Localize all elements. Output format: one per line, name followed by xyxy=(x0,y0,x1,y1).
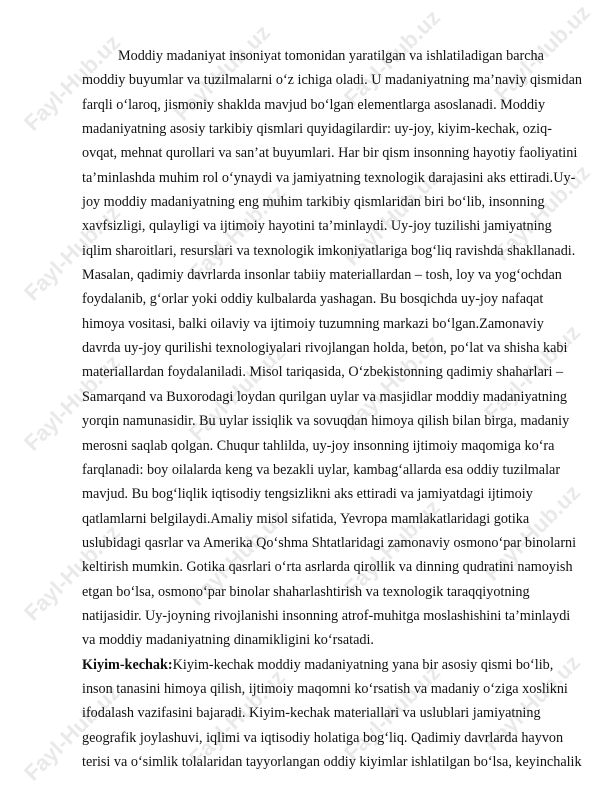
watermark-text: Fayl-Hub.uz xyxy=(184,179,290,286)
text-line: ta’minlashda muhim rol o‘ynaydi va jamiyatning texnologik darajasini aks ettiradi.Uy- xyxy=(82,169,576,186)
text-line: Masalan, qadimiy davrlarda insonlar tabiiy materiallardan – tosh, loy va yog‘ochdan xyxy=(82,267,562,284)
watermark-text: Fayl-Hub.uz xyxy=(184,504,290,611)
text-line: etgan bo‘lsa, osmono‘par binolar shaharlashtirish va texnologik taraqqiyotning xyxy=(82,583,530,600)
watermark-text: Fayl-Hub.uz xyxy=(19,349,125,456)
text-line: qatlamlarni belgilaydi.Amaliy misol sifatida, Yevropa mamlakatlaridagi gotika xyxy=(82,510,530,527)
text-line: terisi va o‘simlik tolalaridan tayyorlangan oddiy kiyimlar ishlatilgan bo‘lsa, keyinchalik xyxy=(82,753,582,770)
text-line: farqlanadi: boy oilalarda keng va bezakli uylar, kambag‘allarda esa oddiy tuzilmalar xyxy=(82,461,561,478)
text-line: foydalanib, g‘orlar yoki oddiy kulbalarda yashagan. Bu bosqichda uy-joy nafaqat xyxy=(82,291,544,308)
watermark-text: Fayl-Hub.uz xyxy=(19,679,125,786)
text-line: mavjud. Bu bog‘liqlik iqtisodiy tengsizlikni aks ettiradi va jamiyatdagi ijtimoiy xyxy=(82,486,533,503)
text-line: materiallardan foydalaniladi. Misol tariqasida, O‘zbekistonning qadimiy shaharlari – xyxy=(82,364,564,381)
watermark-text: Fayl-Hub.uz xyxy=(479,319,585,426)
text-line: ifodalash vazifasini bajaradi. Kiyim-kechak materiallari va uslublari jamiyatning xyxy=(82,705,541,722)
text-line: farqli o‘laroq, jismoniy shaklda mavjud bo‘lgan elementlarga asoslanadi. Moddiy xyxy=(82,96,546,113)
watermark-text: Fayl-Hub.uz xyxy=(339,659,445,766)
text-line: geografik joylashuvi, iqlimi va iqtisodiy holatiga bog‘liq. Qadimiy davrlarda hayvon xyxy=(82,729,564,746)
watermark-text: Fayl-Hub.uz xyxy=(479,479,585,586)
text-line: inson tanasini himoya qilish, ijtimoiy maqomni ko‘rsatish va madaniy o‘ziga xoslikni xyxy=(82,680,568,697)
text-line: va moddiy madaniyatning dinamikligini ko‘rsatadi. xyxy=(82,632,374,649)
watermark-text: Fayl-Hub.uz xyxy=(169,19,275,126)
text-line: merosni saqlab qolgan. Chuqur tahlilda, uy-joy insonning ijtimoiy maqomiga ko‘ra xyxy=(82,437,555,454)
watermark-text: Fayl-Hub.uz xyxy=(184,664,290,771)
text-line: Moddiy madaniyat insoniyat tomonidan yaratilgan va ishlatiladigan barcha xyxy=(118,48,544,64)
term-heading: Kiyim-kechak: xyxy=(82,656,173,673)
watermark-text: Fayl-Hub.uz xyxy=(19,29,125,136)
text-line: yorqin namunasidir. Bu uylar issiqlik va sovuqdan himoya qilish bilan birga, madaniy xyxy=(82,413,570,430)
watermark-text: Fayl-Hub.uz xyxy=(339,494,445,601)
watermark-text: Fayl-Hub.uz xyxy=(339,164,445,271)
watermark-text: Fayl-Hub.uz xyxy=(489,0,595,106)
watermark-text: Fayl-Hub.uz xyxy=(19,519,125,626)
text-line: xavfsizligi, qulayligi va ijtimoiy hayotini ta’minlaydi. Uy-joy tuzilishi jamiyatning xyxy=(82,218,552,235)
watermark-text: Fayl-Hub.uz xyxy=(479,649,585,756)
text-line: iqlim sharoitlari, resurslari va texnologik imkoniyatlariga bog‘liq ravishda shakllanadi. xyxy=(82,242,576,259)
text-line: natijasidir. Uy-joyning rivojlanishi insonning atrof-muhitga moslashishini ta’minlaydi xyxy=(82,607,571,624)
text-line: moddiy buyumlar va tuzilmalarni o‘z ichiga oladi. U madaniyatning ma’naviy qismidan xyxy=(82,72,582,89)
text-line: uslubidagi qasrlar va Amerika Qo‘shma Shtatlaridagi zamonaviy osmono‘par binolarni xyxy=(82,534,577,551)
text-line: madaniyatning asosiy tarkibiy qismlari quyidagilardir: uy-joy, kiyim-kechak, oziq- xyxy=(82,121,552,138)
watermark-text: Fayl-Hub.uz xyxy=(184,339,290,446)
text-line: joy moddiy madaniyatning eng muhim tarkibiy qismlaridan biri bo‘lib, insonning xyxy=(82,194,545,211)
text-line: ovqat, mehnat qurollari va san’at buyumlari. Har bir qism insonning hayotiy faoliyatini xyxy=(82,145,578,162)
watermark-text: Fayl-Hub.uz xyxy=(339,4,445,111)
text-line: Samarqand va Buxorodagi loydan qurilgan uylar va masjidlar moddiy madaniyatning xyxy=(82,388,568,405)
watermark-text: Fayl-Hub.uz xyxy=(19,199,125,306)
watermark-text: Fayl-Hub.uz xyxy=(489,159,595,266)
term-text: Kiyim-kechak moddiy madaniyatning yana bir asosiy qismi bo‘lib, xyxy=(172,656,554,673)
text-line: keltirish mumkin. Gotika qasrlari o‘rta asrlarda qirollik va dinning qudratini namoyish xyxy=(82,559,573,576)
text-line: himoya vositasi, balki oilaviy va ijtimoiy tuzumning markazi bo‘lgan.Zamonaviy xyxy=(82,315,544,332)
paragraph-first-line xyxy=(82,653,554,677)
watermark-text: Fayl-Hub.uz xyxy=(339,329,445,436)
text-line: davrda uy-joy qurilishi texnologiyalari rivojlangan holda, beton, po‘lat va shisha kabi xyxy=(82,340,568,357)
